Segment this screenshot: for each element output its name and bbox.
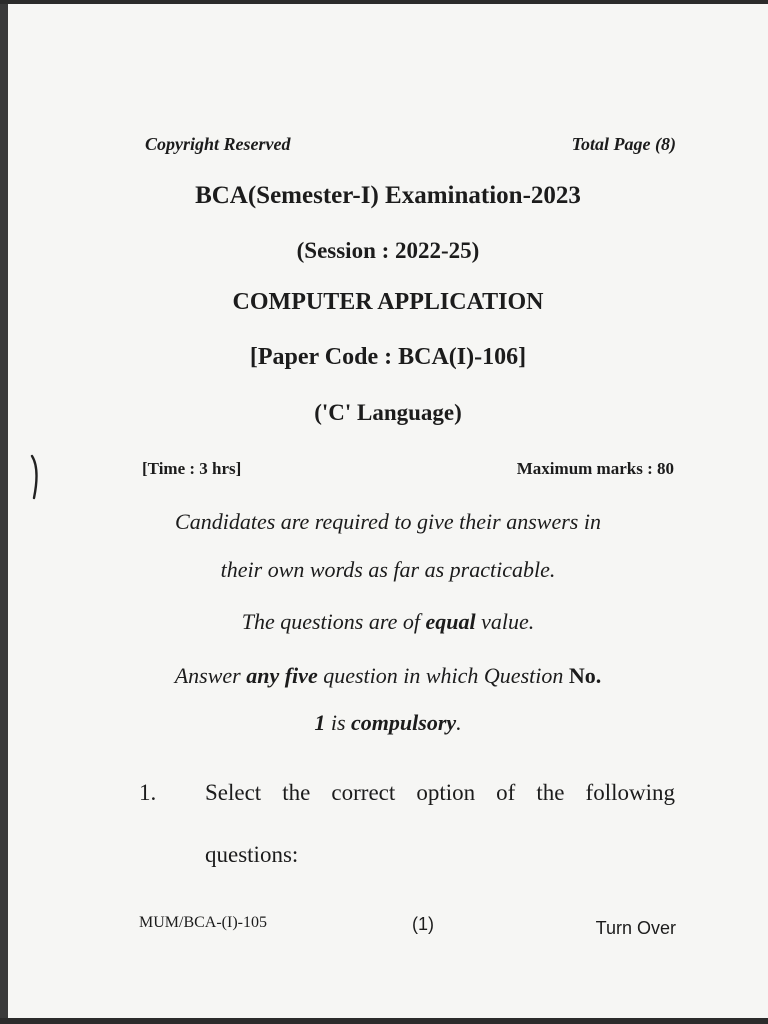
time-allowed: [Time : 3 hrs] bbox=[142, 459, 242, 478]
instruction-line-1: Candidates are required to give their answers in bbox=[175, 509, 601, 534]
instruction-line-5 bbox=[8, 710, 768, 736]
instruction-emphasis: compulsory bbox=[351, 710, 457, 735]
maximum-marks: Maximum marks : 80 bbox=[516, 459, 674, 478]
exam-title: BCA(Semester-I) Examination-2023 bbox=[195, 182, 581, 209]
question-text-line-1: Select the correct option of the following bbox=[205, 780, 675, 805]
instruction-text: is bbox=[325, 710, 352, 735]
instruction-line-4 bbox=[8, 663, 768, 689]
instruction-text: question in which Question bbox=[317, 663, 569, 688]
instruction-emphasis: any five bbox=[246, 663, 318, 688]
footer-paper-code: MUM/BCA-(I)-105 bbox=[139, 914, 267, 931]
instruction-line-3 bbox=[8, 609, 768, 635]
footer-page-number: (1) bbox=[412, 914, 434, 934]
footer-turn-over: Turn Over bbox=[595, 918, 676, 938]
instruction-text: . bbox=[456, 710, 462, 735]
instruction-emphasis: 1 bbox=[314, 710, 326, 735]
photo-edge-bottom bbox=[0, 1018, 768, 1024]
instruction-line-2: their own words as far as practicable. bbox=[220, 557, 556, 582]
language-title: ('C' Language) bbox=[314, 400, 462, 425]
total-page-note: Total Page (8) bbox=[571, 134, 676, 154]
instruction-text: value. bbox=[475, 609, 535, 634]
instruction-text: The questions are of bbox=[241, 609, 426, 634]
copyright-note: Copyright Reserved bbox=[145, 134, 291, 154]
subject-title: COMPUTER APPLICATION bbox=[232, 289, 544, 315]
paper-code: [Paper Code : BCA(I)-106] bbox=[249, 344, 527, 370]
instruction-emphasis: equal bbox=[425, 609, 476, 634]
session-title: (Session : 2022-25) bbox=[296, 238, 480, 263]
margin-pen-mark bbox=[28, 454, 40, 500]
question-text-line-2: questions: bbox=[205, 842, 299, 867]
exam-paper-page bbox=[8, 4, 768, 1018]
instruction-text: Answer bbox=[174, 663, 247, 688]
instruction-emphasis: No. bbox=[568, 663, 602, 688]
question-number: 1. bbox=[139, 780, 157, 805]
